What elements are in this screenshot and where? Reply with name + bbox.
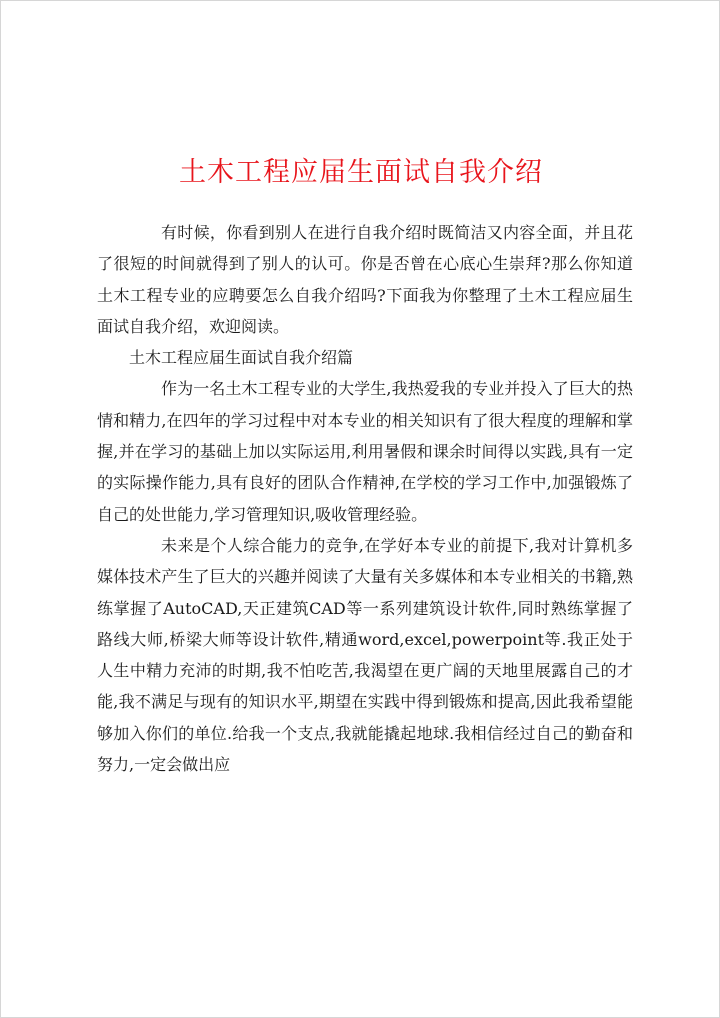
paragraph-intro: 有时候，你看到别人在进行自我介绍时既简洁又内容全面，并且花了很短的时间就得到了别人的认可。你是否曾在心底心生崇拜?那么你知道土木工程专业的应聘要怎么自我介绍吗?下面我为你整理了土木工程应届生面试自我介绍，欢迎阅读。 xyxy=(97,223,633,336)
section-heading: 土木工程应届生面试自我介绍篇 xyxy=(129,348,354,368)
paragraph-major: 作为一名土木工程专业的大学生,我热爱我的专业并投入了巨大的热情和精力,在四年的学习过程中对本专业的相关知识有了很大程度的理解和掌握,并在学习的基础上加以实际运用,利用暑假和课余时间得以实践,具有一定的实际操作能力,具有良好的团队合作精神,在学校的学习工作中,加强锻炼了自己的处世能力,学习管理知识,吸收管理经验。 xyxy=(97,379,633,524)
document-body xyxy=(97,217,633,780)
document-title: 土木工程应届生面试自我介绍 xyxy=(179,157,543,188)
paragraph-skills: 未来是个人综合能力的竞争,在学好本专业的前提下,我对计算机多媒体技术产生了巨大的兴趣并阅读了大量有关多媒体和本专业相关的书籍,熟练掌握了AutoCAD,天正建筑CAD等一系列建筑设计软件,同时熟练掌握了路线大师,桥梁大师等设计软件,精通word,excel,powerpoint等.我正处于人生中精力充沛的时期,我不怕吃苦,我渴望在更广阔的天地里展露自己的才能,我不满足与现有的知识水平,期望在实践中得到锻炼和提高,因此我希望能够加入你们的单位.给我一个支点,我就能撬起地球.我相信经过自己的勤奋和努力,一定会做出应 xyxy=(97,535,633,775)
